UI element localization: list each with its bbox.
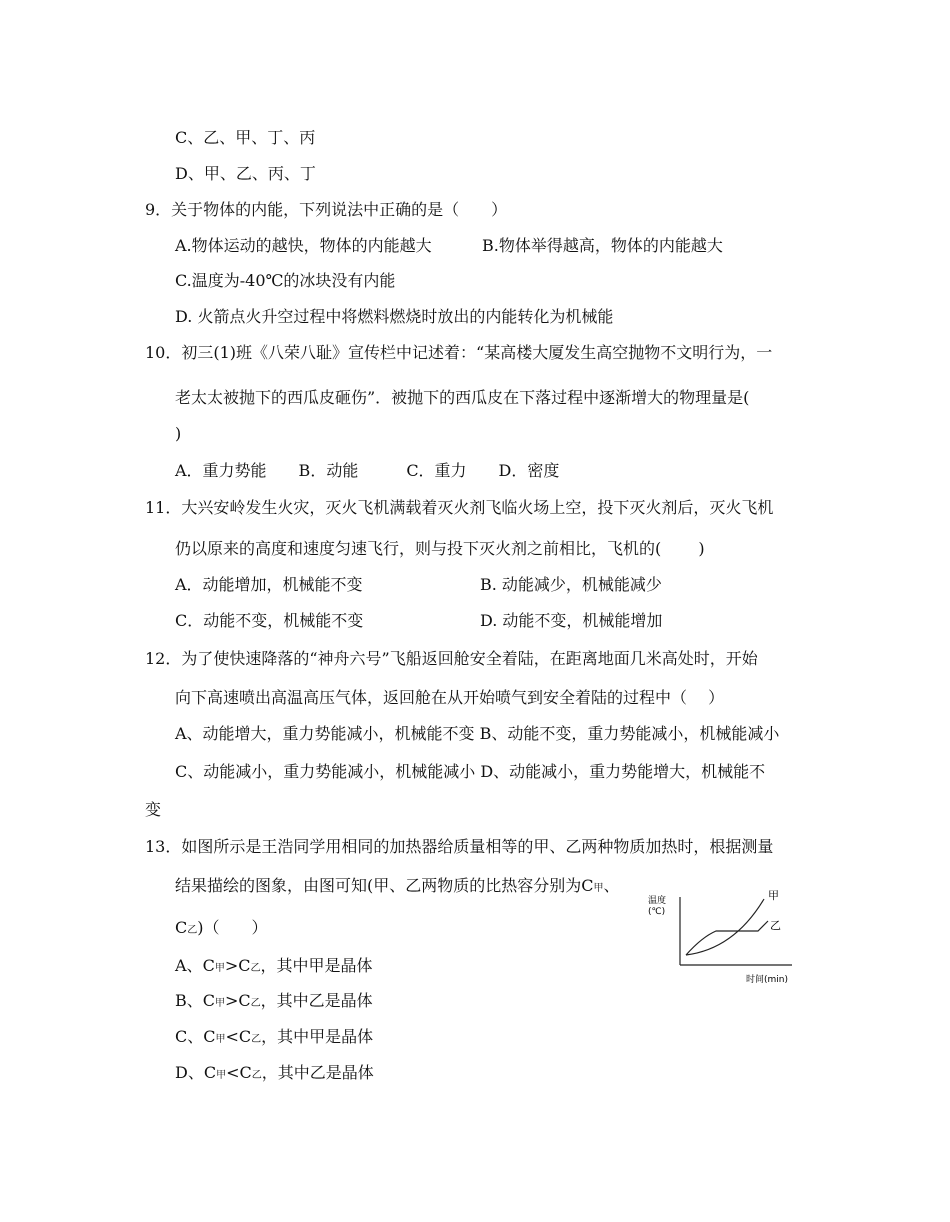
- temperature-time-figure: [642, 885, 802, 985]
- q11-option-d: D. 动能不变，机械能增加: [480, 611, 663, 630]
- curve-jia: [686, 899, 764, 955]
- q10-stem-line2: 老太太被抛下的西瓜皮砸伤”．被抛下的西瓜皮在下落过程中逐渐增大的物理量是(: [175, 388, 750, 407]
- q13-stem-line1: 13．如图所示是王浩同学用相同的加热器给质量相等的甲、乙两种物质加热时，根据测量: [145, 837, 774, 856]
- q13-stem-line3: C乙)（ ）: [175, 918, 268, 937]
- x-axis-label: 时间(min): [746, 975, 788, 985]
- q13-option-b: B、C甲>C乙，其中乙是晶体: [175, 991, 373, 1010]
- curve-yi: [686, 921, 768, 955]
- q10-stem-line3: ): [175, 424, 182, 443]
- curve-yi-label: 乙: [770, 919, 781, 932]
- q12-options-cd: C、动能减小，重力势能减小，机械能减小 D、动能减小，重力势能增大，机械能不: [175, 762, 766, 781]
- q11-stem-line1: 11．大兴安岭发生火灾，灭火飞机满载着灭火剂飞临火场上空，投下灭火剂后，灭火飞机: [145, 498, 774, 517]
- q9-option-b: B.物体举得越高，物体的内能越大: [482, 236, 723, 255]
- q8-option-d: D、甲、乙、丙、丁: [175, 164, 316, 183]
- q13-option-a: A、C甲>C乙，其中甲是晶体: [175, 956, 373, 975]
- y-axis-label: 温度: [648, 896, 667, 906]
- q12-stem-line2: 向下高速喷出高温高压气体，返回舱在从开始喷气到安全着陆的过程中（ ）: [175, 688, 725, 707]
- q12-options-ab: A、动能增大，重力势能减小，机械能不变 B、动能不变，重力势能减小，机械能减小: [175, 724, 780, 743]
- q9-option-a: A.物体运动的越快，物体的内能越大: [175, 236, 432, 255]
- q13-option-d: D、C甲<C乙，其中乙是晶体: [175, 1063, 374, 1082]
- q8-option-c: C、乙、甲、丁、丙: [175, 128, 316, 147]
- q12-stem-line1: 12．为了使快速降落的“神舟六号”飞船返回舱安全着陆，在距离地面几米高处时，开始: [145, 649, 758, 668]
- q12-options-cd-wrap: 变: [145, 800, 162, 819]
- q11-stem-line2: 仍以原来的高度和速度匀速飞行，则与投下灭火剂之前相比，飞机的( ): [175, 539, 705, 558]
- q13-stem-line2: 结果描绘的图象，由图可知(甲、乙两物质的比热容分别为C甲、: [175, 876, 620, 895]
- q9-stem: 9．关于物体的内能，下列说法中正确的是（ ）: [145, 200, 508, 219]
- curve-jia-label: 甲: [768, 889, 779, 902]
- q11-option-b: B. 动能减少，机械能减少: [480, 575, 662, 594]
- q9-option-d: D. 火箭点火升空过程中将燃料燃烧时放出的内能转化为机械能: [175, 307, 614, 326]
- q13-option-c: C、C甲<C乙，其中甲是晶体: [175, 1027, 374, 1046]
- q9-option-c: C.温度为-40℃的冰块没有内能: [175, 271, 396, 290]
- q10-stem-line1: 10．初三(1)班《八荣八耻》宣传栏中记述着：“某高楼大厦发生高空抛物不文明行为，一: [145, 343, 773, 362]
- q11-option-c: C．动能不变，机械能不变: [175, 611, 364, 630]
- q10-options: A．重力势能 B．动能 C．重力 D．密度: [175, 461, 560, 480]
- y-axis-unit: (℃): [648, 907, 666, 917]
- q11-option-a: A．动能增加，机械能不变: [175, 575, 363, 594]
